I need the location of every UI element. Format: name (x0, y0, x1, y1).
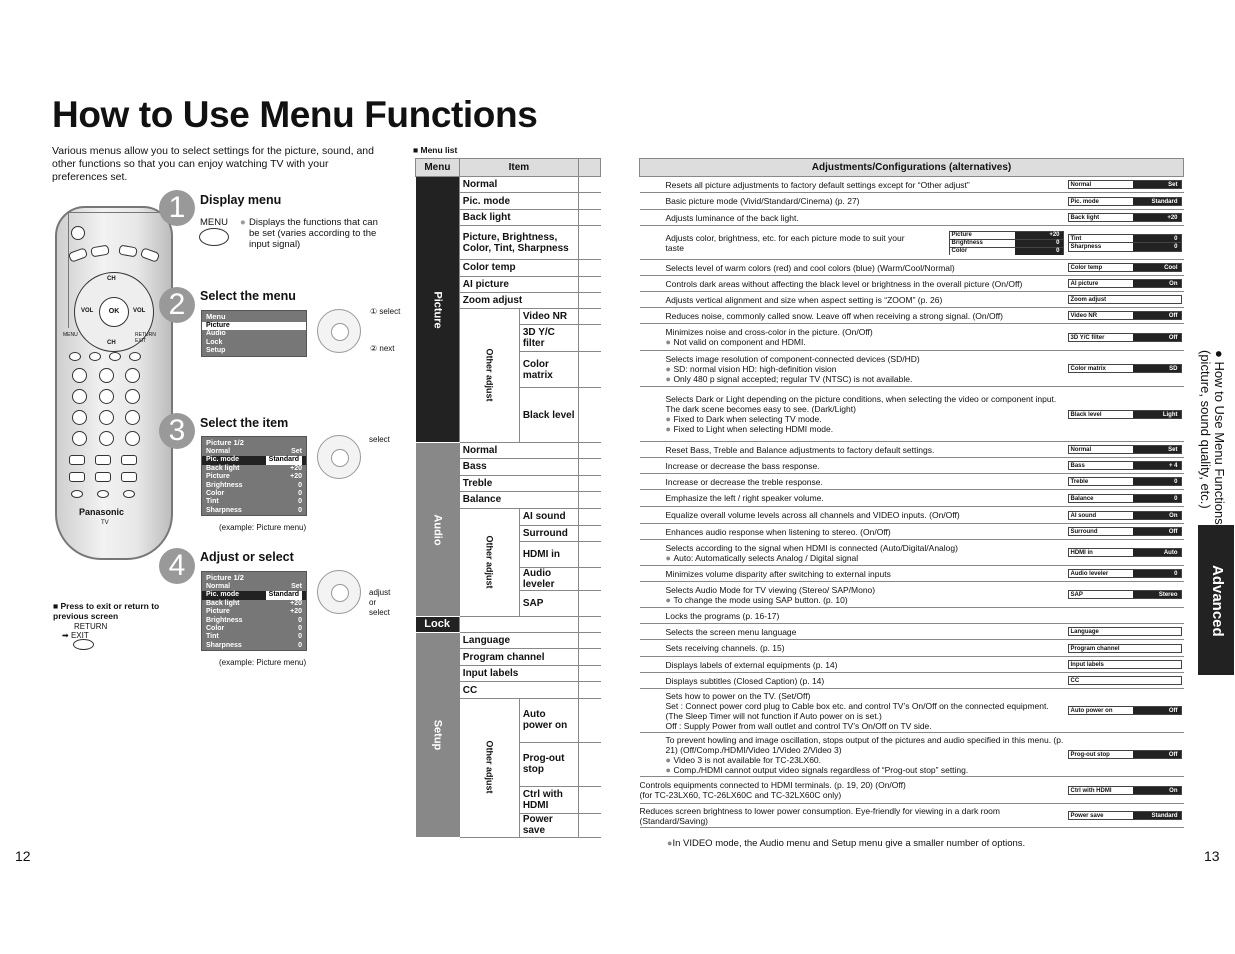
menu-button-icon (199, 228, 229, 246)
step-2-number: 2 (159, 287, 195, 323)
option-value: Bass + 4 (1066, 458, 1184, 474)
step-3-number: 3 (159, 413, 195, 449)
adjust-row (640, 177, 1184, 193)
ch-down-label: CH (107, 340, 116, 346)
adjust-row (640, 276, 1184, 292)
menu-item[interactable]: HDMI in (519, 541, 578, 567)
blank-cell (579, 292, 601, 308)
remote-button (69, 352, 81, 361)
adjust-description: Increase or decrease the bass response. (640, 458, 1066, 474)
bullet-icon: ● (240, 217, 246, 228)
option-value: Normal Set (1066, 177, 1184, 193)
remote-button (97, 490, 109, 498)
bullet-icon: ● (665, 424, 674, 434)
menu-item[interactable]: Video NR (519, 308, 578, 324)
menu-item-audio: Audio (206, 330, 226, 338)
power-button-icon (71, 226, 85, 240)
menu-item-picture: Picture (202, 322, 306, 330)
bullet-icon: ● (665, 414, 674, 424)
menu-item[interactable]: Color temp (459, 260, 578, 276)
option-value: AI picture On (1066, 276, 1184, 292)
blank-cell (579, 325, 601, 352)
blank-column-header (579, 159, 601, 177)
menu-list-label: ■ Menu list (413, 145, 458, 155)
other-adjust-group: Other adjust (459, 308, 519, 442)
adjust-description: Minimizes noise and cross-color in the picture. (On/Off) ● Not valid on component and HDMI. (640, 324, 1066, 351)
adjust-row (640, 210, 1184, 226)
number-button (72, 389, 87, 404)
category-lock: Lock (416, 616, 460, 632)
option-value: Pic. mode Standard (1066, 193, 1184, 210)
option-value: Treble 0 (1066, 474, 1184, 490)
adjust-row (640, 624, 1184, 640)
next-label: ② next (370, 344, 395, 353)
dpad-icon (317, 570, 361, 614)
remote-button (71, 490, 83, 498)
step-3-heading: Select the item (200, 416, 289, 430)
dpad-icon (317, 435, 361, 479)
adjust-description: Resets all picture adjustments to factory default settings except for “Other adjust” (640, 177, 1066, 193)
adjust-or-select-label: adjust or select (369, 588, 391, 617)
adjust-description: Reduces noise, commonly called snow. Leave off when receiving a strong signal. (On/Off) (640, 308, 1066, 324)
menu-item[interactable]: Auto power on (519, 698, 578, 742)
exit-button-icon (73, 639, 94, 650)
adjust-description: Sets receiving channels. (p. 15) (640, 640, 1066, 657)
adjust-row (640, 474, 1184, 490)
bullet-icon: ● (665, 337, 674, 347)
option-value: Language (1066, 624, 1184, 640)
option-value (1066, 608, 1184, 624)
menu-item[interactable]: Pic. mode (459, 193, 578, 210)
vol-down-label: VOL (81, 308, 94, 314)
menu-item-lock: Lock (206, 338, 223, 346)
footnote: ●In VIDEO mode, the Audio menu and Setup menu give a smaller number of options. (667, 838, 1026, 849)
adjust-description: Selects level of warm colors (red) and cool colors (blue) (Warm/Cool/Normal) (640, 260, 1066, 276)
submenu-row: Color 0 (206, 490, 302, 498)
blank-cell (579, 177, 601, 193)
adjust-row (640, 193, 1184, 210)
menu-item[interactable]: Balance (459, 491, 578, 508)
submenu-row: Pic. mode Standard (202, 456, 306, 464)
adjust-description: Controls equipments connected to HDMI terminals. (p. 19, 20) (On/Off) (for TC-23LX60, TC-26LX60C and TC-32LX60C only) (640, 777, 1066, 804)
menu-item[interactable]: Treble (459, 475, 578, 491)
adjust-column-header: Adjustments/Configurations (alternatives) (640, 159, 1184, 177)
select-label: select (369, 435, 390, 444)
menu-item[interactable]: Normal (459, 177, 578, 193)
option-value: Tint 0 Sharpness 0 (1066, 226, 1184, 260)
submenu-row: Picture +20 (206, 473, 302, 481)
step-2-heading: Select the menu (200, 289, 296, 303)
blank-cell (579, 352, 601, 388)
option-value: Audio leveler 0 (1066, 566, 1184, 582)
submenu-row: Brightness 0 (206, 481, 302, 489)
main-menu-screen (201, 310, 307, 357)
number-button (72, 410, 87, 425)
submenu-row: Normal Set (206, 448, 302, 455)
option-value: 3D Y/C filter Off (1066, 324, 1184, 351)
item-column-header: Item (459, 159, 578, 177)
adjust-description: Adjusts luminance of the back light. (640, 210, 1066, 226)
menu-item[interactable]: Input labels (459, 666, 578, 682)
adjust-description: Selects Dark or Light depending on the picture conditions, when selecting the video or component input. The dark scene becomes easy to see. (Dark/Light) ● Fixed to Dark when selecting TV mode. ● Fixed to Light when selecting HDMI mode. (640, 387, 1066, 442)
menu-item[interactable]: Power save (519, 813, 578, 837)
ch-up-label: CH (107, 276, 116, 282)
submenu-row: Picture +20 (206, 608, 302, 616)
picture-menu-screen (201, 571, 307, 651)
option-value: Zoom adjust (1066, 292, 1184, 308)
remote-button (90, 245, 109, 258)
adjust-row (640, 689, 1184, 733)
menu-item[interactable] (459, 616, 578, 632)
bullet-icon: ● (665, 764, 674, 775)
adjust-row (640, 640, 1184, 657)
intro-text: Various menus allow you to select settings for the picture, sound, and other functions so that you can enjoy watching TV with your preferences set. (52, 145, 374, 183)
category-audio: Audio (416, 443, 460, 617)
bullet-icon: ● (667, 838, 673, 848)
adjustments-table (639, 158, 1184, 828)
adjust-row (640, 490, 1184, 507)
option-value: Black level Light (1066, 387, 1184, 442)
submenu-row: Back light +20 (206, 599, 302, 607)
menu-item[interactable]: Prog-out stop (519, 742, 578, 786)
page-title: How to Use Menu Functions (52, 94, 538, 135)
ok-button: OK (99, 297, 129, 327)
submenu-row: Sharpness 0 (206, 641, 302, 649)
menu-item-setup: Setup (206, 347, 226, 355)
menu-item[interactable]: Surround (519, 525, 578, 541)
option-value: Balance 0 (1066, 490, 1184, 507)
blank-cell (579, 226, 601, 260)
option-value: CC (1066, 673, 1184, 689)
menu-item[interactable]: Bass (459, 459, 578, 475)
adjust-row (640, 657, 1184, 673)
option-value: Color temp Cool (1066, 260, 1184, 276)
category-setup: Setup (416, 633, 460, 838)
remote-button (69, 455, 85, 465)
adjust-row (640, 351, 1184, 387)
remote-button (129, 352, 141, 361)
number-button (99, 410, 114, 425)
menu-item[interactable]: Black level (519, 388, 578, 443)
step-1-number: 1 (159, 190, 195, 226)
select-label: ① select (370, 307, 401, 316)
menu-column-header: Menu (416, 159, 460, 177)
bullet-icon: ● (665, 552, 674, 563)
dpad-icon (317, 309, 361, 353)
adjust-description: Emphasize the left / right speaker volume. (640, 490, 1066, 507)
submenu-row: Sharpness 0 (206, 506, 302, 514)
remote-menu-label: MENU (63, 332, 78, 338)
menu-item[interactable]: AI sound (519, 508, 578, 525)
blank-cell (579, 742, 601, 786)
number-button (72, 368, 87, 383)
option-value: Back light +20 (1066, 210, 1184, 226)
adjust-description: Increase or decrease the treble response. (640, 474, 1066, 490)
blank-cell (579, 475, 601, 491)
example-caption: (example: Picture menu) (219, 658, 307, 667)
adjust-row (640, 777, 1184, 804)
remote-brand-logo: Panasonic (79, 507, 125, 517)
adjust-description: Reduces screen brightness to lower power consumption. Eye-friendly for viewing in a dark room (Standard/Saving) (640, 804, 1066, 828)
blank-cell (579, 682, 601, 698)
step-1-heading: Display menu (200, 193, 282, 207)
adjust-row (640, 507, 1184, 524)
blank-cell (579, 666, 601, 682)
blank-cell (579, 633, 601, 649)
blank-cell (579, 649, 601, 666)
menu-item[interactable]: Picture, Brightness, Color, Tint, Sharpness (459, 226, 578, 260)
bullet-icon: ● (665, 754, 674, 765)
option-value: Surround Off (1066, 524, 1184, 540)
menu-list-table (415, 158, 601, 838)
adjust-row (640, 324, 1184, 351)
adjust-description: Adjusts vertical alignment and size when aspect setting is “ZOOM” (p. 26) (640, 292, 1066, 308)
blank-cell (579, 508, 601, 525)
remote-button (123, 490, 135, 498)
blank-cell (579, 541, 601, 567)
remote-button (95, 472, 111, 482)
submenu-row: Normal Set (206, 583, 302, 590)
menu-key-label: MENU (200, 217, 228, 228)
remote-control-illustration (55, 206, 173, 560)
bullet-icon: ● (665, 373, 674, 384)
advanced-side-tab: Advanced (1198, 525, 1234, 675)
blank-cell (579, 567, 601, 590)
submenu-header: Picture 1/2 (206, 438, 244, 447)
blank-cell (579, 443, 601, 459)
menu-row (416, 443, 601, 459)
option-value: Video NR Off (1066, 308, 1184, 324)
arrow-right-icon: ➡ (62, 631, 69, 640)
menu-item[interactable]: SAP (519, 590, 578, 616)
blank-cell (579, 813, 601, 837)
option-value: HDMI in Auto (1066, 540, 1184, 566)
option-value: AI sound On (1066, 507, 1184, 524)
number-button (99, 431, 114, 446)
picture-menu-screen (201, 436, 307, 516)
menu-item[interactable]: Back light (459, 210, 578, 226)
menu-item[interactable]: Language (459, 633, 578, 649)
option-value: Input labels (1066, 657, 1184, 673)
adjust-row (640, 540, 1184, 566)
adjust-description: Selects the screen menu language (640, 624, 1066, 640)
menu-item[interactable]: AI picture (459, 276, 578, 292)
option-value: Color matrix SD (1066, 351, 1184, 387)
remote-button (109, 352, 121, 361)
option-value: Auto power on Off (1066, 689, 1184, 733)
number-button (99, 389, 114, 404)
menu-row (416, 633, 601, 649)
menu-row (416, 616, 601, 632)
adjust-row (640, 804, 1184, 828)
menu-item[interactable]: 3D Y/C filter (519, 325, 578, 352)
menu-item[interactable]: Audio leveler (519, 567, 578, 590)
adjust-row (640, 566, 1184, 582)
blank-cell (579, 786, 601, 813)
adjust-row (640, 292, 1184, 308)
adjust-description: Selects image resolution of component-connected devices (SD/HD) ● SD: normal vision HD: high-definition vision ● Only 480 p signal accepted; regular TV (NTSC) is not available. (640, 351, 1066, 387)
step-4-heading: Adjust or select (200, 550, 294, 564)
adjust-row (640, 226, 1184, 260)
adjust-description: Controls dark areas without affecting the black level or brightness in the overall picture (On/Off) (640, 276, 1066, 292)
bullet-icon: ● (665, 363, 674, 374)
example-caption: (example: Picture menu) (219, 523, 307, 532)
number-button (125, 431, 140, 446)
adjust-row (640, 387, 1184, 442)
option-value: Prog-out stop Off (1066, 733, 1184, 777)
adjust-row (640, 458, 1184, 474)
inline-option-bars: Picture +20 Brightness 0 Color 0 (949, 231, 1064, 255)
blank-cell (579, 525, 601, 541)
menu-row (416, 177, 601, 193)
adjust-row (640, 442, 1184, 458)
adjust-description: Adjusts color, brightness, etc. for each picture mode to suit your taste Picture +20 Brightness 0 Color 0 (640, 226, 1066, 260)
submenu-row: Color 0 (206, 625, 302, 633)
other-adjust-group: Other adjust (459, 698, 519, 837)
blank-cell (579, 210, 601, 226)
adjust-row (640, 308, 1184, 324)
blank-cell (579, 193, 601, 210)
adjust-description: Reset Bass, Treble and Balance adjustments to factory default settings. (640, 442, 1066, 458)
menu-item[interactable]: Zoom adjust (459, 292, 578, 308)
adjust-description: Locks the programs (p. 16-17) (640, 608, 1066, 624)
return-exit-label: RETURN ➡ EXIT (62, 622, 108, 640)
adjust-row (640, 524, 1184, 540)
adjust-row (640, 673, 1184, 689)
adjust-row (640, 260, 1184, 276)
submenu-row: Brightness 0 (206, 616, 302, 624)
menu-item[interactable]: Program channel (459, 649, 578, 666)
remote-button (95, 455, 111, 465)
adjust-description: Basic picture mode (Vivid/Standard/Cinema) (p. 27) (640, 193, 1066, 210)
menu-item[interactable]: Color matrix (519, 352, 578, 388)
adjust-description: Sets how to power on the TV. (Set/Off) Set : Connect power cord plug to Cable box etc. and control TV’s On/Off on the connected equipment. (The Sleep Timer will not function if Auto power on is set.) Off : Supply Power from wall outlet and control TV’s On/Off on TV side. (640, 689, 1066, 733)
number-button (125, 410, 140, 425)
submenu-row: Tint 0 (206, 498, 302, 506)
remote-return-label: RETURN EXIT (135, 332, 156, 344)
submenu-row: Back light +20 (206, 464, 302, 472)
submenu-row: Tint 0 (206, 633, 302, 641)
submenu-row: Pic. mode Standard (202, 591, 306, 599)
option-value: Program channel (1066, 640, 1184, 657)
remote-button (121, 455, 137, 465)
blank-cell (579, 616, 601, 632)
submenu-header: Picture 1/2 (206, 573, 244, 582)
connector-line (68, 212, 69, 328)
number-button (72, 431, 87, 446)
side-section-label: ● How to Use Menu Functions (picture, sound quality, etc.) (1198, 350, 1227, 525)
remote-button (121, 472, 137, 482)
adjust-row (640, 608, 1184, 624)
option-value: Power save Standard (1066, 804, 1184, 828)
adjust-description: Selects according to the signal when HDMI is connected (Auto/Digital/Analog) ● Auto: Automatically selects Analog / Digital signal (640, 540, 1066, 566)
remote-button (89, 352, 101, 361)
menu-item[interactable]: Ctrl with HDMI (519, 786, 578, 813)
blank-cell (579, 491, 601, 508)
remote-button (118, 245, 137, 258)
category-picture: Picture (416, 177, 460, 443)
menu-title: Menu (206, 312, 226, 321)
blank-cell (579, 308, 601, 324)
option-value: Ctrl with HDMI On (1066, 777, 1184, 804)
press-exit-note: ■ Press to exit or return to previous screen (53, 601, 160, 621)
step-4-number: 4 (159, 548, 195, 584)
menu-item[interactable]: CC (459, 682, 578, 698)
adjust-row (640, 582, 1184, 608)
adjust-description: Displays subtitles (Closed Caption) (p. 14) (640, 673, 1066, 689)
blank-cell (579, 459, 601, 475)
option-value: Normal Set (1066, 442, 1184, 458)
remote-button (140, 247, 160, 263)
number-button (125, 368, 140, 383)
other-adjust-group: Other adjust (459, 508, 519, 616)
page-number-left: 12 (15, 848, 31, 864)
option-value: SAP Stereo (1066, 582, 1184, 608)
remote-button (69, 472, 85, 482)
adjust-description: Equalize overall volume levels across all channels and VIDEO inputs. (On/Off) (640, 507, 1066, 524)
step-1-note: Displays the functions that can be set (varies according to the input signal) (249, 217, 378, 250)
menu-item[interactable]: Normal (459, 443, 578, 459)
blank-cell (579, 260, 601, 276)
vol-up-label: VOL (133, 308, 146, 314)
page-number-right: 13 (1204, 848, 1220, 864)
blank-cell (579, 388, 601, 443)
bullet-icon: ● (665, 594, 674, 605)
adjust-description: Displays labels of external equipments (p. 14) (640, 657, 1066, 673)
adjust-row (640, 733, 1184, 777)
number-button (125, 389, 140, 404)
blank-cell (579, 698, 601, 742)
blank-cell (579, 276, 601, 292)
adjust-description: To prevent howling and image oscillation, stops output of the pictures and audio specified in this menu. (p. 21) (Off/Comp./HDMI/Video 1/Video 2/Video 3) ● Video 3 is not available for TC-23LX60. ● Comp./HDMI cannot output video signals regardless of “Prog-out stop” setting. (640, 733, 1066, 777)
adjust-description: Enhances audio response when listening to stereo. (On/Off) (640, 524, 1066, 540)
blank-cell (579, 590, 601, 616)
adjust-description: Selects Audio Mode for TV viewing (Stereo/ SAP/Mono) ● To change the mode using SAP button. (p. 10) (640, 582, 1066, 608)
remote-tv-label: TV (101, 520, 109, 526)
adjust-description: Minimizes volume disparity after switching to external inputs (640, 566, 1066, 582)
remote-button (68, 247, 88, 263)
number-button (99, 368, 114, 383)
